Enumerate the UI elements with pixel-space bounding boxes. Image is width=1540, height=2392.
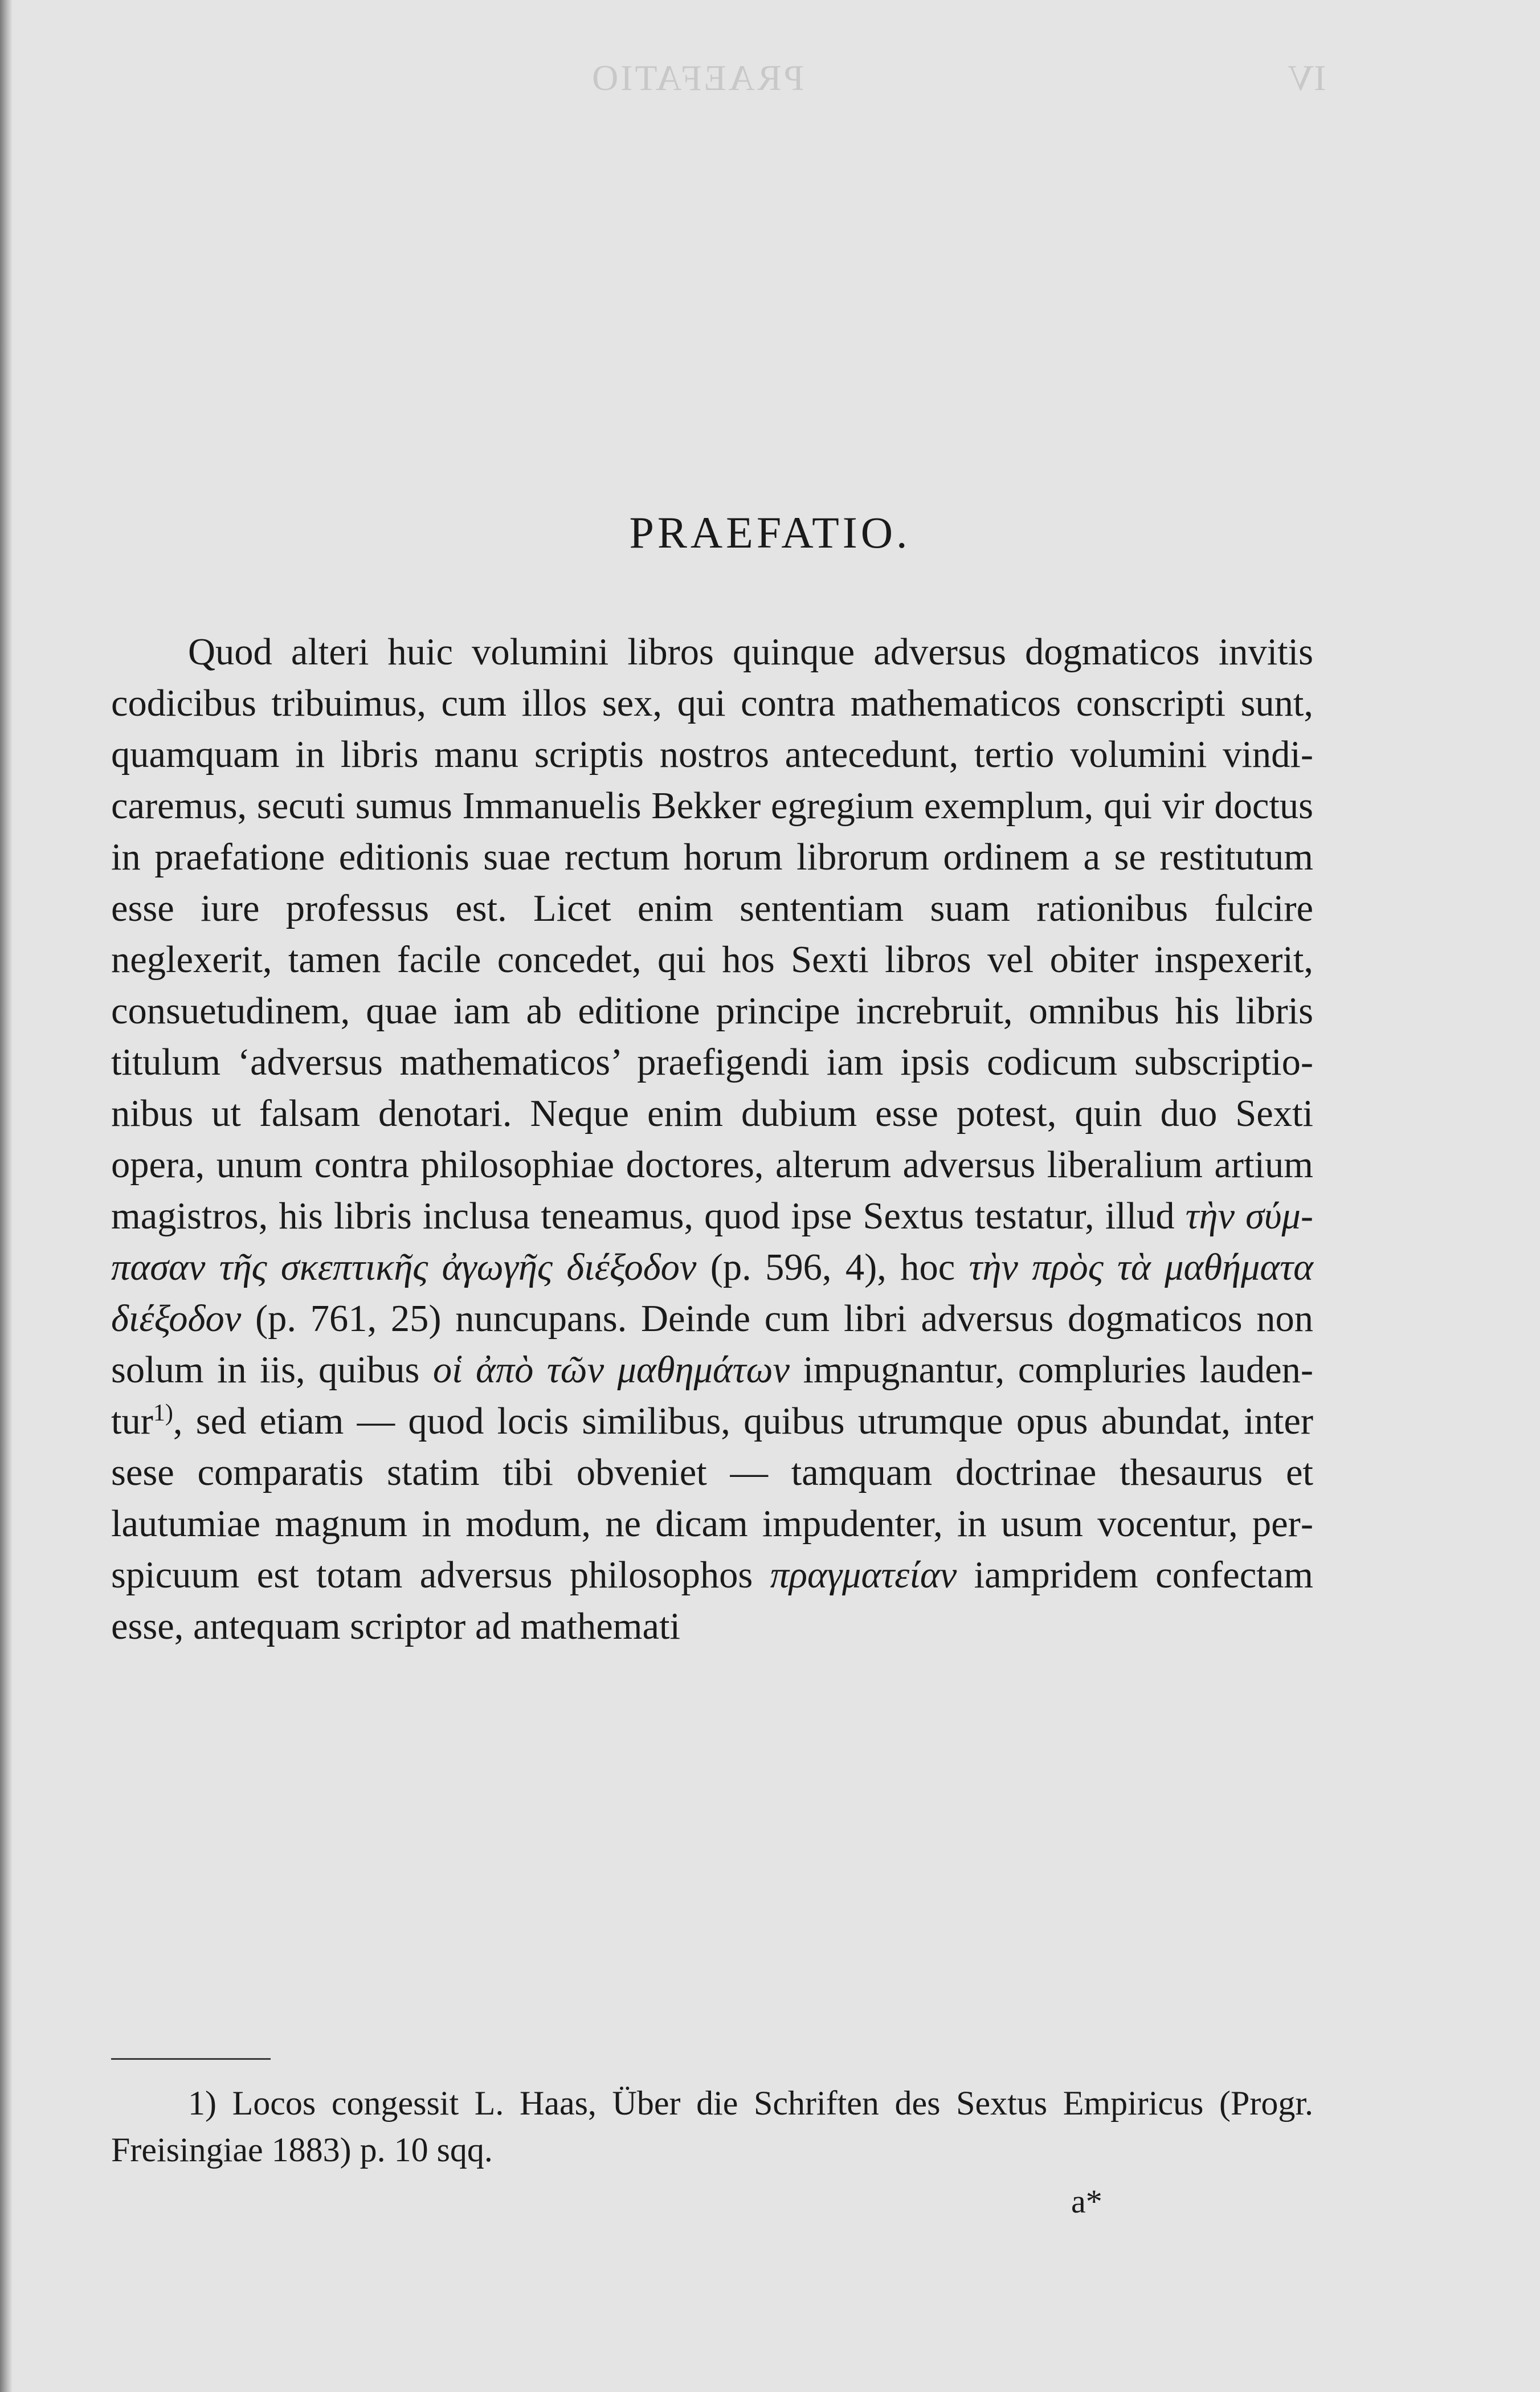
body-text-segment: iampridem confectam esse, antequam scriptor ad mathemati [111, 1554, 1314, 1647]
footnote-reference: 1) [153, 1399, 173, 1426]
body-paragraph [111, 627, 1313, 1652]
greek-quotation: τὴν πρὸς τὰ μαθήματα διέξοδον [111, 1247, 1313, 1340]
page-title: PRAEFATIO. [629, 508, 911, 557]
body-text-segment: (p. 761, 25) nuncupans. Deinde cum libri adversus dogmaticos non solum in iis, quibus [111, 1298, 1313, 1391]
body-text-segment: Quod alteri huic volumini libros quinque adversus dogmaticos invitis codicibus tribuimus, cum illos sex, qui contra mathematicos conscripti sunt, quamquam in libris manu scriptis nostros antecedunt, tertio volumini vindicaremus, secuti sumus Immanuelis Bekker egregium exemplum, qui vir doctus in praefatione editionis suae rectum horum librorum ordinem a se restitutum esse iure professus est. Licet enim sententiam suam rationibus fulcire neglexerit, tamen facile concedet, qui hos Sexti libros vel obiter inspexerit, consuetudinem, quae iam ab editione principe increbruit, omnibus his libris titulum ‘adversus mathematicos’ praefigendi iam ipsis codicum subscriptionibus ut falsam denotari. Neque enim dubium esse potest, quin duo Sexti opera, unum contra philosophiae doctores, alterum adversus liberalium artium magistros, his libris inclusa teneamus, quod ipse Sextus testatur, illud [111, 631, 1313, 1237]
signature-mark: a* [1071, 2183, 1102, 2220]
bleed-through-running-header: PRAEFATIO [590, 58, 804, 98]
body-text-segment: , sed etiam — quod locis similibus, quibus utrumque opus abundat, inter sese comparatis statim tibi obveniet — tamquam doctrinae thesaurus et lautumiae magnum in modum, ne dicam impudenter, in usum vocentur, perspicuum est totam adversus philosophos [111, 1401, 1313, 1596]
bleed-through-page-number: IV [1288, 58, 1326, 98]
greek-quotation: τὴν σύμπασαν τῆς σκεπτικῆς ἀγωγῆς διέξοδον [111, 1195, 1314, 1288]
greek-quotation: οἱ ἀπὸ τῶν μαθημάτων [432, 1349, 790, 1391]
footnote: 1) Locos congessit L. Haas, Über die Schriften des Sextus Empiricus (Progr. Freisingiae 1883) p. 10 sqq. [111, 2084, 1313, 2169]
binding-edge [0, 0, 13, 2392]
greek-quotation: πραγματείαν [770, 1554, 957, 1596]
body-text-segment: impugnantur, compluries laudentur [111, 1349, 1314, 1442]
body-text-segment: (p. 596, 4), hoc [710, 1247, 955, 1288]
footnote-divider [111, 2058, 271, 2060]
